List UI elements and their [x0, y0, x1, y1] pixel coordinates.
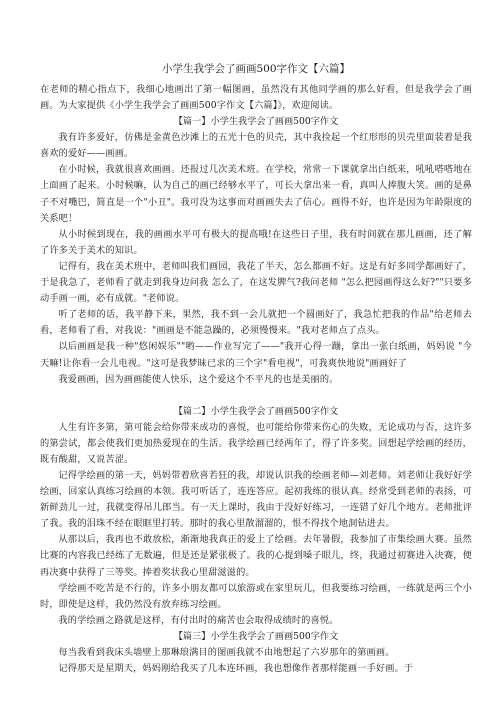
body-paragraph: 记得学绘画的第一天，妈妈带着欣喜若狂的我，却说认识我的绘画老师—刘老师。刘老师让我好好学绘画，回家认真练习绘画的本领。我可听话了，连连答应。起初我练的很认真。经常受到老师的表扬，可新鲜劲儿一过，我就变得吊儿郎当。有一天上课时，我由于没好好练习，一连错了好几个地方。老师批评了我。我的泪珠不经在眼眶里打转。那时的我心里散溜溜的，恨不得找个地洞钻进去。: [40, 469, 472, 530]
body-paragraph: 从那以后，我再也不敢放松，渐渐地我真正的爱上了绘画。去年暑假，我参加了市集绘画大赛。虽然比赛的内容我已经练了无数遍，但是还是紧张极了。我的心提到嗓子眼儿，终，我通过初赛进入决赛，便再决赛中获得了三等奖。捧着奖状我心里甜滋滋的。: [40, 534, 472, 578]
document-title: 小学生我学会了画画500字作文【六篇】: [161, 63, 351, 75]
body-paragraph: 记得有，我在美术班中，老师叫我们画园，我花了半天，怎么都画不好。这是有好多同学都画好了，于是我急了，老师看了就走到我身边问我 怎么了，在这发脾气?我问老师 "怎么把园画得这么好?""只要多动手画一画，必有成就。"老师说。: [40, 260, 472, 305]
body-paragraph: 听了老师的话，我平静下来，果然，我不到一会儿就把一个圆画好了，我急忙把我的作品"给老师去看，老师看了看，对我说："画画是不能急躁的，必须慢慢来。"我对老师点了点头。: [40, 309, 472, 337]
section-2: [40, 404, 472, 629]
body-paragraph: 每当我看到我床头墙壁上那琳琅满目的图画我就不由地想起了六岁那年的第画画。: [58, 646, 395, 658]
section-1: [40, 114, 472, 388]
body-paragraph: 在小时候，我就很喜欢画画。还报过几次美术班。在学校，常常一下课就拿出白纸来，吼吼嗒嗒地在上面画了起来。小时候嘛，认为自己的画已经够水平了，可长大拿出来一看，真叫人捧腹大笑。画的是鼻子不对嘴巴，简直是一个"小丑"。我可没为这事而对画画失去了信心。画得不好，也许是因为年龄限度的关系吧！: [40, 164, 472, 224]
body-paragraph: 从小时候到现在，我的画画水平可有极大的提高哦!在这些日子里，我有时间就在那儿画画，还了解了许多关于美术的知识。: [40, 228, 472, 256]
body-paragraph: 我有许多爱好，仿佛是金黄色沙滩上的五光十色的贝壳，其中我捡起一个红形形的贝壳里面装着是我喜欢的爱好——画画。: [40, 132, 472, 160]
body-paragraph: 记得那天是星期天，妈妈刚给我买了几本连环画，我也想像作者那样能画一手好画。于: [58, 663, 414, 674]
section-spacer: [40, 388, 472, 404]
body-paragraph: 学绘画不吃苦是不行的，许多小朋友都可以旅游或在家里玩儿，但我要练习绘画，一练就是两三个小时，即使是这样，我仍然没有放弃练习绘画。: [40, 582, 472, 610]
section-heading: 【篇二】小学生我学会了画画500字作文: [173, 405, 339, 417]
body-paragraph: 以后画画是我一种"悠闲娱乐""哟——作业写完了——"我开心得一蹦，拿出一张白纸画，妈妈说 "今天嘛!让你看一会儿电视。"这可是我梦昧已求的三个字"看电视"，可我爽快地说"画画好了: [40, 341, 472, 369]
body-paragraph: 我的学绘画之路就是这样，有付出时的痛苦也会取得成绩时的喜悦。: [58, 614, 339, 626]
section-3: [40, 629, 472, 677]
intro-paragraph: 在老师的精心指点下，我细心地画出了第一幅图画，虽然没有其他同学画的那么好看，但是我学会了画画。为大家提供《小学生我学会了画画500字作文【六篇】》，欢迎阅读。: [40, 84, 472, 112]
body-paragraph: 我爱画画，因为画画能使人快乐，这个爱这个不平凡的也是美丽的。: [58, 373, 339, 385]
section-heading: 【篇三】小学生我学会了画画500字作文: [173, 630, 339, 642]
body-paragraph: 人生有许多第，第可能会给你带来成功的喜悦，也可能给你带来伤心的失败，无论成功与否，这许多的第尝试，都会使我们更加热爱现在的生活。我学绘画已经两年了，得了许多奖。回想起学绘画的经历，既有酸甜，又说苦涩。: [40, 421, 472, 465]
section-heading: 【篇一】小学生我学会了画画500字作文: [173, 116, 339, 128]
